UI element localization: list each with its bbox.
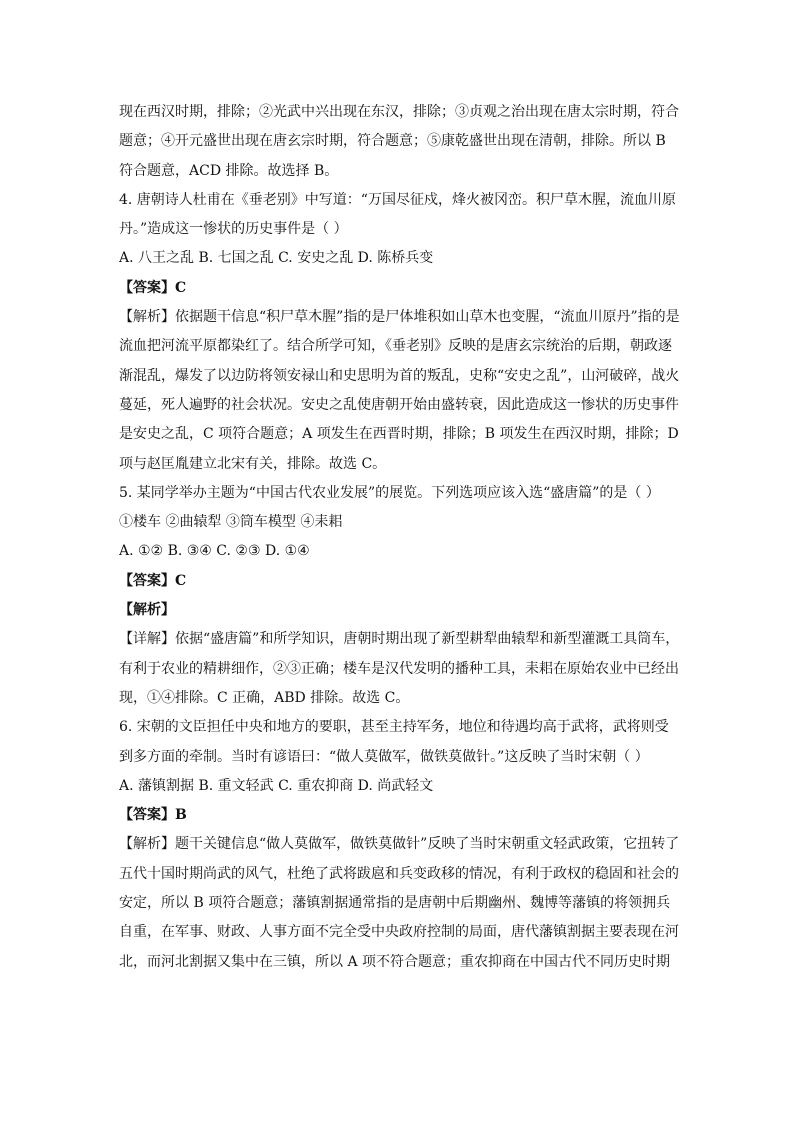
answer-label: 【答案】B: [119, 807, 187, 824]
answer-label: 【答案】C: [119, 572, 187, 589]
analysis-text: 【解析】依据题干信息“积尸草木腥”指的是尸体堆积如山草木也变腥，“流血川原丹”指的是: [119, 309, 680, 326]
question-5-items: ①楼车 ②曲辕犁 ③筒车模型 ④耒耜: [119, 514, 343, 531]
question-6-options: A. 藩镇割据 B. 重文轻武 C. 重农抑商 D. 尚武轻文: [119, 777, 434, 794]
page-body: [119, 98, 681, 977]
question-4-stem: 4. 唐朝诗人杜甫在《垂老别》中写道：“万国尽征戍，烽火被冈峦。积尸草木腥，流血川原: [119, 191, 676, 208]
text-line: 现在西汉时期，排除；②光武中兴出现在东汉，排除；③贞观之治出现在唐太宗时期，符合: [119, 104, 679, 120]
analysis-text: 是安史之乱，C 项符合题意；A 项发生在西晋时期，排除；B 项发生在西汉时期，排除；D: [119, 426, 679, 443]
analysis-text: 渐混乱，爆发了以边防将领安禄山和史思明为首的叛乱，史称“安史之乱”，山河破碎，战火: [119, 367, 680, 384]
question-4-stem: 丹。”造成这一惨状的历史事件是（ ）: [119, 221, 348, 238]
question-5-options: A. ①② B. ③④ C. ②③ D. ①④: [119, 543, 310, 560]
answer-label: 【答案】C: [119, 279, 187, 296]
question-6-stem: 到多方面的牵制。当时有谚语曰：“做人莫做军，做铁莫做针。”这反映了当时宋朝（ ）: [119, 748, 649, 765]
detail-text: 有利于农业的精耕细作，②③正确；楼车是汉代发明的播种工具，耒耜在原始农业中已经出: [119, 660, 679, 677]
analysis-text: 【解析】题干关键信息“做人莫做军，做铁莫做针”反映了当时宋朝重文轻武政策，它扭转了: [119, 836, 680, 853]
analysis-text: 安定，所以 B 项符合题意；藩镇割据通常指的是唐朝中后期幽州、魏博等藩镇的将领拥兵: [119, 895, 671, 912]
analysis-text: 北，而河北割据又集中在三镇，所以 A 项不符合题意；重农抑商在中国古代不同历史时期: [119, 953, 671, 970]
analysis-label: 【解析】: [119, 602, 175, 619]
analysis-text: 蔓延，死人遍野的社会状况。安史之乱使唐朝开始由盛转衰，因此造成这一惨状的历史事件: [119, 396, 679, 413]
analysis-text: 流血把河流平原都染红了。结合所学可知，《垂老别》反映的是唐玄宗统治的后期，朝政逐: [119, 338, 672, 355]
detail-text: 【详解】依据“盛唐篇”和所学知识，唐朝时期出现了新型耕犁曲辕犁和新型灌溉工具筒车，: [119, 631, 680, 648]
question-5-stem: 5. 某同学举办主题为“中国古代农业发展”的展览。下列选项应该入选“盛唐篇”的是（ ）: [119, 484, 660, 501]
analysis-text: 五代十国时期尚武的风气，杜绝了武将跋扈和兵变政移的情况，有利于政权的稳固和社会的: [119, 865, 679, 882]
question-4-options: A. 八王之乱 B. 七国之乱 C. 安史之乱 D. 陈桥兵变: [119, 250, 434, 267]
detail-text: 现，①④排除。C 正确，ABD 排除。故选 C。: [119, 689, 410, 706]
analysis-text: 自重，在军事、财政、人事方面不完全受中央政府控制的局面，唐代藩镇割据主要表现在河: [119, 924, 679, 941]
text-line: 题意；④开元盛世出现在唐玄宗时期，符合题意；⑤康乾盛世出现在清朝，排除。所以 B: [119, 133, 666, 150]
question-6-stem: 6. 宋朝的文臣担任中央和地方的要职，甚至主持军务，地位和待遇均高于武将，武将则受: [119, 719, 669, 736]
analysis-text: 项与赵匡胤建立北宋有关，排除。故选 C。: [119, 455, 387, 472]
text-line: 符合题意，ACD 排除。故选择 B。: [119, 162, 339, 179]
